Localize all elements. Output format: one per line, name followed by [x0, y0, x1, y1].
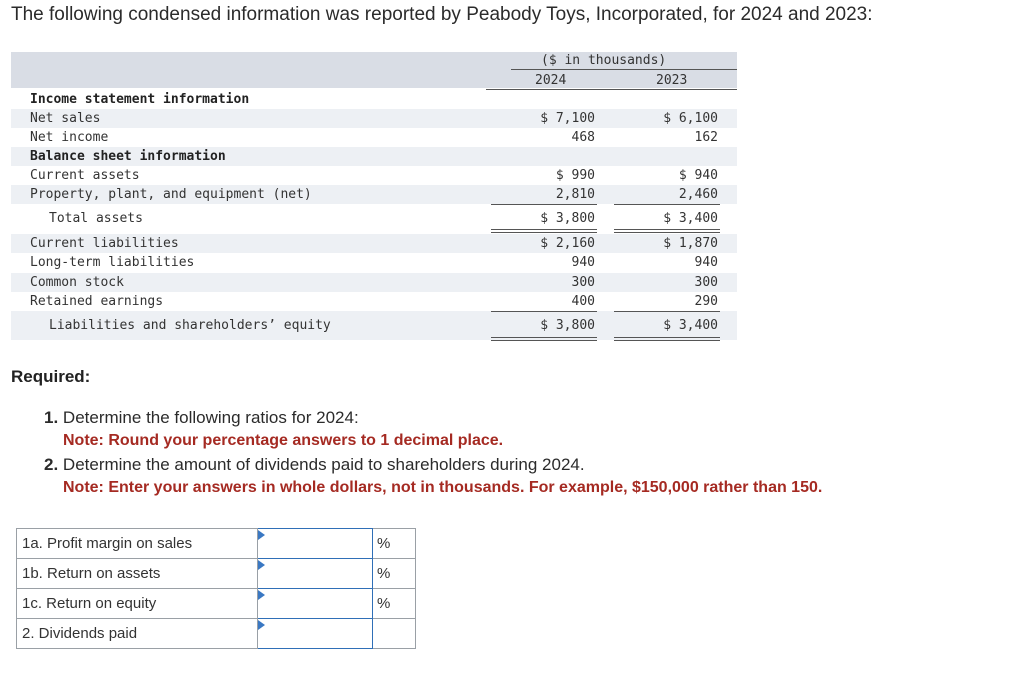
current-liabilities-2024: $ 2,160	[540, 236, 595, 251]
row-label-net-income: Net income	[30, 130, 109, 145]
unit-cell	[373, 619, 416, 649]
year-rule	[486, 89, 737, 90]
year-2024-header: 2024	[535, 73, 567, 88]
common-stock-2024: 300	[571, 275, 595, 290]
answer-table	[16, 528, 416, 649]
row-label-ppe: Property, plant, and equipment (net)	[30, 187, 312, 202]
question-1	[44, 408, 359, 428]
current-assets-2023: $ 940	[678, 168, 718, 183]
header-rule	[511, 69, 737, 70]
answer-cell	[258, 619, 373, 649]
units-label: ($ in thousands)	[541, 53, 667, 68]
answer-row	[17, 559, 416, 589]
percent-unit: %	[373, 529, 416, 559]
net-sales-2024: $ 7,100	[540, 111, 595, 126]
ppe-2024: 2,810	[555, 187, 595, 202]
row-label-long-term-liabilities: Long-term liabilities	[30, 255, 195, 270]
return-on-equity-input[interactable]	[258, 590, 372, 618]
common-stock-2023: 300	[694, 275, 718, 290]
year-2023-header: 2023	[656, 73, 688, 88]
question-2-number: 2.	[44, 455, 59, 474]
question-2-text: Determine the amount of dividends paid to shareholders during 2024.	[62, 455, 585, 474]
total-double-rule-2023	[614, 229, 720, 233]
total-assets-2023: $ 3,400	[663, 211, 718, 226]
total-double-rule-2024	[491, 337, 597, 341]
question-1-note: Note: Round your percentage answers to 1 decimal place.	[63, 432, 504, 449]
row-label-total-assets: Total assets	[49, 211, 143, 226]
row-label-current-assets: Current assets	[30, 168, 140, 183]
percent-unit: %	[373, 589, 416, 619]
question-1-text: Determine the following ratios for 2024:	[62, 408, 359, 427]
total-assets-2024: $ 3,800	[540, 211, 595, 226]
row-label-net-sales: Net sales	[30, 111, 101, 126]
net-income-2023: 162	[694, 130, 718, 145]
row-label-common-stock: Common stock	[30, 275, 124, 290]
net-income-2024: 468	[571, 130, 595, 145]
answer-label: 1c. Return on equity	[17, 589, 258, 619]
total-double-rule-2024	[491, 229, 597, 233]
current-assets-2024: $ 990	[555, 168, 595, 183]
row-band	[11, 109, 737, 128]
subtotal-rule-2023	[614, 204, 720, 205]
net-sales-2023: $ 6,100	[663, 111, 718, 126]
current-liabilities-2023: $ 1,870	[663, 236, 718, 251]
question-2	[44, 455, 585, 475]
dividends-paid-input[interactable]	[258, 620, 372, 648]
flag-icon	[258, 530, 265, 540]
percent-unit: %	[373, 559, 416, 589]
retained-earnings-2023: 290	[694, 294, 718, 309]
subtotal-rule-2023	[614, 311, 720, 312]
liabilities-equity-2024: $ 3,800	[540, 318, 595, 333]
answer-cell	[258, 559, 373, 589]
answer-label: 2. Dividends paid	[17, 619, 258, 649]
answer-cell	[258, 589, 373, 619]
row-label-retained-earnings: Retained earnings	[30, 294, 164, 309]
subtotal-rule-2024	[491, 311, 597, 312]
answer-label: 1b. Return on assets	[17, 559, 258, 589]
answer-row	[17, 589, 416, 619]
row-label-current-liabilities: Current liabilities	[30, 236, 179, 251]
profit-margin-input[interactable]	[258, 530, 372, 558]
return-on-assets-input[interactable]	[258, 560, 372, 588]
total-double-rule-2023	[614, 337, 720, 341]
answer-label: 1a. Profit margin on sales	[17, 529, 258, 559]
question-2-note: Note: Enter your answers in whole dollars, not in thousands. For example, $150,000 rather than 150.	[63, 479, 823, 496]
required-heading: Required:	[11, 367, 91, 386]
intro-text: The following condensed information was reported by Peabody Toys, Incorporated, for 2024 and 2023:	[11, 4, 873, 25]
section-heading-balance: Balance sheet information	[30, 149, 226, 164]
section-heading-income: Income statement information	[30, 92, 250, 107]
question-1-number: 1.	[44, 408, 59, 427]
flag-icon	[258, 620, 265, 630]
flag-icon	[258, 560, 265, 570]
long-term-liabilities-2023: 940	[694, 255, 718, 270]
liabilities-equity-2023: $ 3,400	[663, 318, 718, 333]
retained-earnings-2024: 400	[571, 294, 595, 309]
subtotal-rule-2024	[491, 204, 597, 205]
flag-icon	[258, 590, 265, 600]
row-label-liabilities-equity: Liabilities and shareholders’ equity	[49, 318, 331, 333]
answer-row	[17, 619, 416, 649]
long-term-liabilities-2024: 940	[571, 255, 595, 270]
answer-cell	[258, 529, 373, 559]
ppe-2023: 2,460	[678, 187, 718, 202]
answer-row	[17, 529, 416, 559]
